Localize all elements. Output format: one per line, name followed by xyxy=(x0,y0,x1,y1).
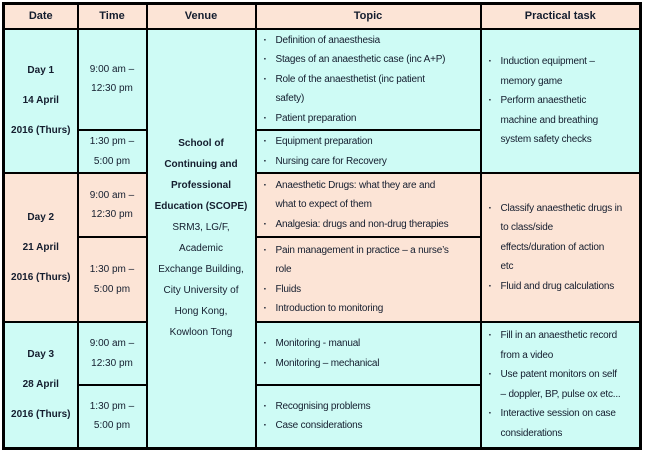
text-line: · Role of the anaesthetist (inc patient xyxy=(275,73,425,85)
schedule-table xyxy=(2,2,642,450)
text-line: · Fill in an anaesthetic record xyxy=(500,330,617,342)
topic-list xyxy=(257,240,480,320)
text-line: · Perform anaesthetic xyxy=(500,95,587,106)
list-item xyxy=(261,50,478,70)
venue-name xyxy=(148,133,255,217)
text-line: role xyxy=(275,264,292,275)
text-line: Academic xyxy=(179,243,223,254)
text-line: · Stages of an anaesthetic case (inc A+P) xyxy=(275,54,446,65)
text-line: Continuing and xyxy=(164,159,238,170)
text-line: · Monitoring - manual xyxy=(275,338,361,349)
list-item xyxy=(261,241,478,280)
day1-am-row xyxy=(4,29,641,131)
practical-list xyxy=(482,51,640,151)
list-item xyxy=(261,70,478,109)
text-line: · Anaesthetic Drugs: what they are and xyxy=(275,179,436,191)
text-line: 21 April xyxy=(22,241,59,253)
day2-pm-time-cell: 1:30 pm – 5:00 pm xyxy=(78,237,147,322)
practical-list xyxy=(482,325,640,444)
text-line: 14 April xyxy=(22,94,59,106)
text-line: Professional xyxy=(170,180,232,191)
text-line: SRM3, LG/F, xyxy=(172,222,230,233)
list-item xyxy=(261,132,478,152)
day2-am-time-cell: 9:00 am – 12:30 pm xyxy=(78,173,147,237)
text-line: 2016 (Thurs) xyxy=(11,271,71,283)
text-line: · Recognising problems xyxy=(275,400,371,412)
day3-pm-topic-cell xyxy=(256,385,481,448)
topic-list xyxy=(257,30,480,130)
day1-pm-topic-cell xyxy=(256,130,481,173)
text-line: 28 April xyxy=(22,378,59,390)
practical-list xyxy=(482,198,640,298)
header-row xyxy=(4,4,641,29)
list-item xyxy=(261,215,478,235)
day2-pm-topic-cell xyxy=(256,237,481,322)
col-header-topic: Topic xyxy=(256,4,481,29)
text-line: · Definition of anaesthesia xyxy=(275,34,381,46)
day3-date-cell xyxy=(4,322,78,448)
list-item xyxy=(261,299,478,319)
text-line: machine and breathing xyxy=(500,114,599,126)
topic-list xyxy=(257,396,480,437)
text-line: · Introduction to monitoring xyxy=(275,303,384,314)
list-item xyxy=(486,365,638,404)
text-line: safety) xyxy=(275,93,305,104)
text-line: system safety checks xyxy=(500,134,592,145)
text-line: City University of xyxy=(163,285,239,296)
col-header-date: Date xyxy=(4,4,78,29)
text-line: – doppler, BP, pulse ox etc... xyxy=(500,388,621,400)
text-line: · Analgesia: drugs and non-drug therapies xyxy=(275,218,449,230)
text-line: from a video xyxy=(500,349,554,361)
list-item xyxy=(486,52,638,91)
list-item xyxy=(486,199,638,277)
text-line: · Nursing care for Recovery xyxy=(275,155,387,167)
day1-date-cell xyxy=(4,29,78,174)
text-line: · Use patent monitors on self xyxy=(500,369,617,381)
text-line: considerations xyxy=(500,427,563,439)
text-line: School of xyxy=(178,138,224,149)
topic-list xyxy=(257,175,480,236)
text-line: · Equipment preparation xyxy=(275,136,373,147)
day3-practical-cell xyxy=(481,322,641,448)
day3-am-topic-cell xyxy=(256,322,481,385)
text-line: · Interactive session on case xyxy=(500,408,616,420)
text-line: memory game xyxy=(500,75,563,87)
list-item xyxy=(486,326,638,365)
col-header-practical: Practical task xyxy=(481,4,641,29)
text-line: Hong Kong, xyxy=(174,306,228,317)
day1-pm-time-cell: 1:30 pm – 5:00 pm xyxy=(78,130,147,173)
topic-list xyxy=(257,131,480,172)
list-item xyxy=(261,176,478,215)
list-item xyxy=(261,397,478,417)
text-line: · Classify anaesthetic drugs in xyxy=(500,202,622,214)
list-item xyxy=(486,404,638,443)
day2-am-topic-cell xyxy=(256,173,481,237)
list-item xyxy=(261,152,478,172)
text-line: what to expect of them xyxy=(275,199,372,211)
list-item xyxy=(261,354,478,374)
text-line: Day 1 xyxy=(27,64,55,76)
list-item xyxy=(261,280,478,300)
text-line: · Induction equipment – xyxy=(500,56,595,67)
list-item xyxy=(486,277,638,297)
list-item xyxy=(261,334,478,354)
text-line: effects/duration of action xyxy=(500,241,605,253)
day1-am-topic-cell xyxy=(256,29,481,131)
venue-address xyxy=(148,217,255,343)
list-item xyxy=(261,109,478,129)
day2-practical-cell xyxy=(481,173,641,322)
text-line: · Fluid and drug calculations xyxy=(500,280,615,292)
day1-am-time-cell: 9:00 am – 12:30 pm xyxy=(78,29,147,131)
text-line: Day 2 xyxy=(27,211,55,223)
text-line: to class/side xyxy=(500,222,553,234)
list-item xyxy=(261,31,478,51)
text-line: Day 3 xyxy=(27,348,55,360)
list-item xyxy=(261,416,478,436)
text-line: etc xyxy=(500,261,514,273)
venue-cell xyxy=(147,29,256,449)
text-line: · Case considerations xyxy=(275,420,363,432)
text-line: · Pain management in practice – a nurse’s xyxy=(275,244,449,256)
day3-am-time-cell: 9:00 am – 12:30 pm xyxy=(78,322,147,385)
day3-pm-time-cell: 1:30 pm – 5:00 pm xyxy=(78,385,147,448)
text-line: Kowloon Tong xyxy=(169,327,233,338)
day3-am-row xyxy=(4,322,641,385)
col-header-time: Time xyxy=(78,4,147,29)
day2-am-row xyxy=(4,173,641,237)
text-line: · Monitoring – mechanical xyxy=(275,357,380,369)
text-line: · Fluids xyxy=(275,283,301,295)
text-line: Exchange Building, xyxy=(158,264,244,275)
topic-list xyxy=(257,333,480,374)
text-line: Education (SCOPE) xyxy=(154,201,248,212)
col-header-venue: Venue xyxy=(147,4,256,29)
text-line: · Patient preparation xyxy=(275,112,357,124)
day2-date-cell xyxy=(4,173,78,322)
day1-practical-cell xyxy=(481,29,641,174)
text-line: 2016 (Thurs) xyxy=(11,408,71,420)
text-line: 2016 (Thurs) xyxy=(11,124,71,136)
list-item xyxy=(486,91,638,150)
